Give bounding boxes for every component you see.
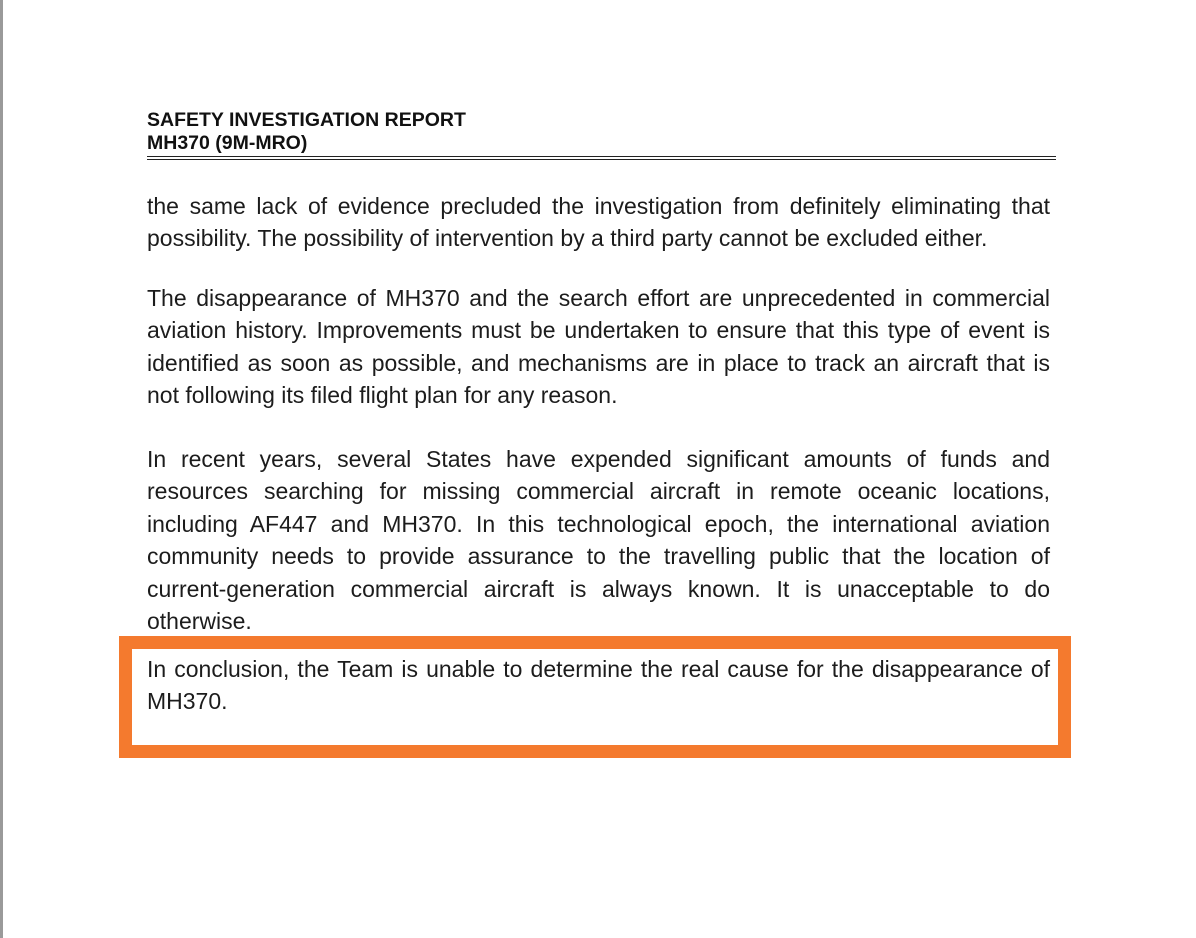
- header-double-rule: [147, 156, 1056, 160]
- report-title: SAFETY INVESTIGATION REPORT: [147, 109, 466, 131]
- paragraph-recent-years: In recent years, several States have expended significant amounts of funds and resources searching for missing commercial aircraft in remote oceanic locations, including AF447 and MH370. In this technological epoch, the international aviation community needs to provide assurance to the travelling public that the location of current-generation commercial aircraft is always known. It is unacceptable to do otherwise.: [147, 446, 1050, 635]
- report-header: [147, 109, 1056, 155]
- paragraph-conclusion: In conclusion, the Team is unable to determine the real cause for the disappearance of MH370.: [147, 656, 1050, 715]
- paragraph-unprecedented: The disappearance of MH370 and the search effort are unprecedented in commercial aviation history. Improvements must be undertaken to ensure that this type of event is identified as soon as possible, and mechanisms are in place to track an aircraft that is not following its filed flight plan for any reason.: [147, 285, 1050, 409]
- report-subtitle: MH370 (9M-MRO): [147, 132, 308, 154]
- paragraph-evidence: the same lack of evidence precluded the investigation from definitely eliminating that possibility. The possibility of intervention by a third party cannot be excluded either.: [147, 193, 1050, 252]
